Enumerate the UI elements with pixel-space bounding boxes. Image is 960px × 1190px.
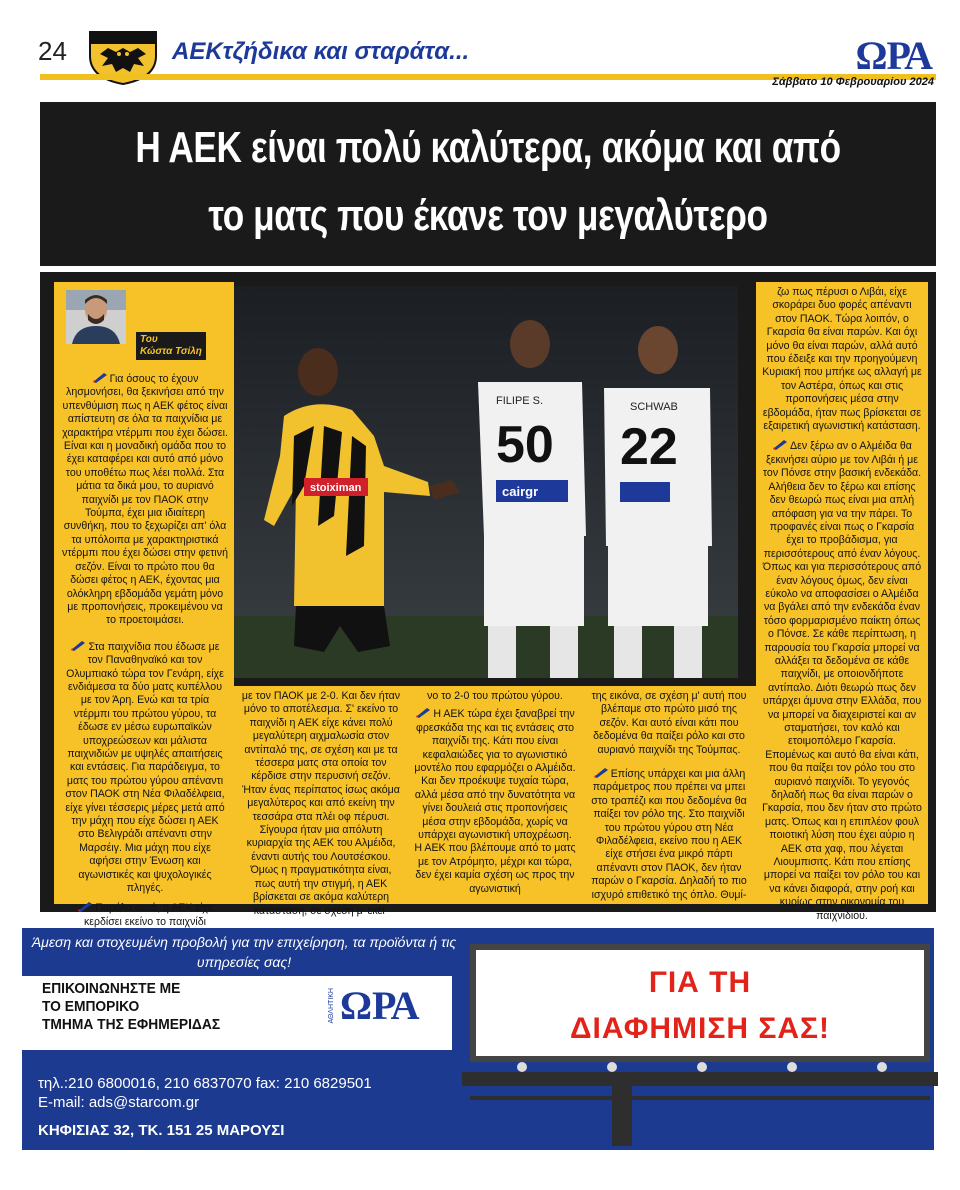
paragraph bbox=[414, 707, 576, 896]
pen-bullet-icon bbox=[92, 372, 108, 383]
section-title: ΑΕΚτζήδικα και σταράτα... bbox=[172, 38, 470, 65]
ad-slogan: Άμεση και στοχευμένη προβολή για την επιχείρηση, τα προϊόντα ή τις υπηρεσίες σας! bbox=[31, 934, 457, 970]
headline-box bbox=[40, 102, 936, 266]
paragraph bbox=[588, 690, 750, 757]
ad-phone-email: τηλ.:210 6800016, 210 6837070 fax: 210 6829501 E-mail: ads@starcom.gr bbox=[38, 1075, 372, 1111]
ad-contact-text: ΕΠΙΚΟΙΝΩΝΗΣΤΕ ΜΕ ΤΟ ΕΜΠΟΡΙΚΟ ΤΜΗΜΑ ΤΗΣ ΕΦΗΜΕΡΙΔΑΣ bbox=[42, 980, 221, 1033]
photo-player-number: 22 bbox=[620, 418, 678, 476]
pen-bullet-icon bbox=[70, 640, 86, 651]
paragraph-text: Επίσης υπάρχει και μια άλλη παράμετρος που πρέπει να μπει στο τραπέζι και που δεδομένα θα παίξει τον ρόλο της. Στο παιχνίδι του πρώτου γύρου στη Νέα Φιλαδέλφεια, εκείνο που η ΑΕΚ είχε στήσει ένα μικρό πάρτι απέναντι στον ΠΑΟΚ, δεν ήταν παρών ο Γκαρσία. Δηλαδή το πιο ισχυρό επιθετικό της όπλο. Θυμί- bbox=[591, 768, 747, 901]
paragraph-text: Η ΑΕΚ τώρα έχει ξαναβρεί την φρεσκάδα της και τις εντάσεις στο παιχνίδι της. Κάτι που είναι κεφαλαιώδες για το αγωνιστικό μοντέλο που εφαρμόζει ο Αλμέιδα. Και δεν προέκυψε τυχαία τώρα, αλλά μέσα από την δυνατότητα να γίνει δουλειά στις προπονήσεις μέσα στην εβδομάδα, χωρίς να υπάρχει αγωνιστική υποχρέωση. Η ΑΕΚ που βλέπουμε από το ματς με τον Ατρόμητο, μέχρι και τώρα, δεν έχει καμία σχέση ως προς την αγωνιστική bbox=[414, 708, 576, 895]
paragraph-text: με τον ΠΑΟΚ με 2-0. Και δεν ήταν μόνο το αποτέλεσμα. Σ' εκείνο το παιχνίδι η ΑΕΚ είχε κάνει πολύ μεγαλύτερη αιχμαλωσία στον αντίπαλό της, σε σχέση και με τα τέσσερα ματς στα οποία τον κέρδισε στην περυσινή σεζόν. Ήταν ένας περίπατος ίσως ακόμα μεγαλύτερος και από εκείνη την τεσσάρα στα πλέι οφ πέρυσι. Σίγουρα ήταν μια απόλυτη κυριαρχία της ΑΕΚ του Αλμέιδα, έναντι αυτής του Λουτσέσκου. Όμως η πραγματικότητα είναι, πως αυτή την στιγμή, η ΑΕΚ βρίσκεται σε ακόμα καλύτερη κατάσταση, σε σχέση μ' εκεί- bbox=[241, 690, 401, 917]
paragraph bbox=[62, 901, 228, 929]
paragraph bbox=[762, 439, 922, 923]
article-body bbox=[40, 272, 936, 928]
paragraph-text: της εικόνα, σε σχέση μ' αυτή που βλέπαμε στο πρώτο μισό της σεζόν. Και αυτό είναι κάτι που δεδομένα θα παίξει ρόλο και στο αυριανό παιχνίδι της Τούμπας. bbox=[591, 690, 747, 756]
photo-player-name: FILIPE S. bbox=[496, 395, 544, 407]
pen-bullet-icon bbox=[415, 707, 431, 718]
billboard-rail bbox=[470, 1096, 930, 1100]
newspaper-brand: ΩΡΑ bbox=[855, 33, 932, 78]
author-byline: Του Κώστα Τσίλη bbox=[136, 332, 206, 360]
photo-sponsor-text: stoiximan bbox=[310, 482, 362, 494]
advertisement bbox=[22, 928, 934, 1150]
match-photo bbox=[234, 286, 738, 678]
billboard-text: ΓΙΑ ΤΗ ΔΙΑΦΗΜΙΣΗ ΣΑΣ! bbox=[569, 966, 831, 1045]
article-column-4 bbox=[582, 686, 756, 904]
photo-player-number: 50 bbox=[496, 416, 554, 474]
pen-bullet-icon bbox=[77, 901, 93, 912]
ad-address: ΚΗΦΙΣΙΑΣ 32, ΤΚ. 151 25 ΜΑΡΟΥΣΙ bbox=[38, 1122, 285, 1139]
paragraph bbox=[762, 286, 922, 433]
column-1-text bbox=[62, 372, 228, 929]
billboard bbox=[470, 944, 930, 1062]
paragraph bbox=[62, 640, 228, 896]
billboard-pole bbox=[612, 1086, 632, 1146]
pen-bullet-icon bbox=[772, 439, 788, 450]
article-column-3 bbox=[408, 686, 582, 904]
paragraph-text: νο το 2-0 του πρώτου γύρου. bbox=[427, 690, 563, 702]
paragraph bbox=[588, 767, 750, 902]
paragraph-text: ζω πως πέρυσι ο Λιβάι, είχε σκοράρει δυο φορές απέναντι στον ΠΑΟΚ. Τώρα λοιπόν, ο Γκαρσία θα είναι παρών. Και όχι μόνο θα είναι παρών, αλλά αυτό που έδειξε και την προηγούμενη Κυριακή που μπήκε ως αλλαγή με τον Αστέρα, όπως και στις προπονήσεις μέσα στην εβδομάδα, ήταν πως βρίσκεται σε εξαιρετική αγωνιστική κατάσταση. bbox=[762, 286, 922, 433]
pen-bullet-icon bbox=[593, 767, 609, 778]
issue-date: Σάββατο 10 Φεβρουαρίου 2024 bbox=[772, 76, 934, 88]
page-header bbox=[0, 0, 960, 92]
article-column-5 bbox=[756, 282, 928, 922]
paragraph-text: Δεν ξέρω αν ο Αλμέιδα θα ξεκινήσει αύριο με τον Λιβάι ή με τον Πόνσε στην βασική ενδεκάδα. Αλήθεια δεν το ξέρω και επίσης δεν θεωρώ πως είναι μια απλή απόφαση για να την πάρει. Το προφανές είναι πως ο Γκαρσία έχει το προβάδισμα, για περισσότερους από έναν λόγους. Όπως και για περισσότερους από έναν λόγους όμως, δεν είναι εύκολο να αποφασίσει ο Αλμέιδα να βγάλει από την ενδεκάδα έναν τόσο φορμαρισμένο παίκτη όπως ο Πόνσε. Σε κάθε περίπτωση, η παρουσία του Γκαρσία μπορεί να αλλάξει τα δεδομένα σε κάθε παιχνίδι, με οποιονδήποτε αντίπαλο. Διότι θεωρώ πως δεν υπάρχει άμυνα στην Ελλάδα, που να μπορεί να διαχειριστεί και αν σταματήσει, τον καλό και ετοιμοπόλεμο Γκαρσία. Επομένως και αυτό θα είναι κάτι, που θα παίξει τον ρόλο του στο αυριανό παιχνίδι. Το γεγονός δηλαδή πως θα είναι παρών ο Γκαρσία, που δεν ήταν στο πρώτο ματς. Όπως και η επιπλέον φουλ ποιοτική λύση που έχει αύριο η ΑΕΚ στα χαφ, που λέγεται Λιουμπισιτς. Κάτι που επίσης μπορεί να παίξει τον ρόλο του και να κάνει διαφορά, στην ροή και κυρίως στην οικονομία του παιχνιδιού. bbox=[762, 440, 922, 922]
article-column-1 bbox=[54, 282, 234, 928]
paragraph bbox=[414, 690, 576, 703]
paragraph bbox=[62, 372, 228, 628]
photo-shirt-sponsor: cairgr bbox=[502, 484, 539, 499]
billboard-lights-icon bbox=[482, 1062, 918, 1072]
paragraph bbox=[240, 690, 402, 918]
paragraph-text: Για όσους το έχουν λησμονήσει, θα ξεκινήσει από την υπενθύμιση πως η ΑΕΚ φέτος είναι απίστευτη σε όλα τα παιχνίδια με χαρακτήρα ντέρμπι που έχει δώσει. Είναι και η μοναδική ομάδα που το έχει καταφέρει και αυτό από μόνο του υποθέτω πως λέει πολλά. Στα μάτια τα δικά μου, το αυριανό παιχνίδι με τον ΠΑΟΚ στην Τούμπα, έχει μια ιδιαίτερη συνθήκη, που το ξεχωρίζει απ' όλα τα υπόλοιπα με χαρακτηριστικά ντέρμπι που έχει δώσει στην φετινή σεζόν. Είναι το πρώτο που θα δώσει φέτος η ΑΕΚ, έχοντας μια ολόκληρη εβδομάδα γεμάτη μόνο με προπονήσεις, προκειμένου να το προετοιμάσει. bbox=[62, 373, 228, 627]
article-headline: Η ΑΕΚ είναι πολύ καλύτερα, ακόμα και από το ματς που έκανε τον μεγαλύτερο bbox=[135, 123, 841, 240]
billboard-base bbox=[462, 1072, 938, 1086]
ad-logo-subtitle: ΑΘΛΗΤΙΚΗ bbox=[328, 988, 335, 1024]
page-number: 24 bbox=[38, 36, 67, 66]
paragraph-text: Στα παιχνίδια που έδωσε με τον Παναθηναϊκό και τον Ολυμπιακό τώρα τον Γενάρη, είχε ενδιάμεσα τα δύο ματς κυπέλλου με τον Άρη. Ενώ και τα τρία ντέρμπι του πρώτου γύρου, τα έδωσε εν μέσω ευρωπαϊκών υποχρεώσεων και μάλιστα παιχνιδιών με υψηλές απαιτήσεις και εντάσεις. Για παράδειγμα, το ματς του πρώτου γύρου απέναντι στον ΠΑΟΚ στη Νέα Φιλαδέλφεια, είχε γίνει τέσσερις μέρες μετά από την μάχη που είχε δώσει η ΑΕΚ στο Βελιγράδι απέναντι στην Μαρσέιγ. Μια μάχη που είχε αφήσει στην Ένωση και αγωνιστικές και ψυχολογικές πληγές. bbox=[65, 640, 225, 895]
ad-contact-panel bbox=[22, 976, 452, 1050]
ad-brand-logo: ΩΡΑ bbox=[340, 983, 420, 1028]
photo-player-name: SCHWAB bbox=[630, 401, 678, 413]
paragraph-text: Παρόλα αυτά, η ΑΕΚ είχε κερδίσει εκείνο το παιχνίδι bbox=[83, 902, 213, 928]
article-column-2 bbox=[234, 686, 408, 917]
author-photo bbox=[66, 290, 126, 344]
